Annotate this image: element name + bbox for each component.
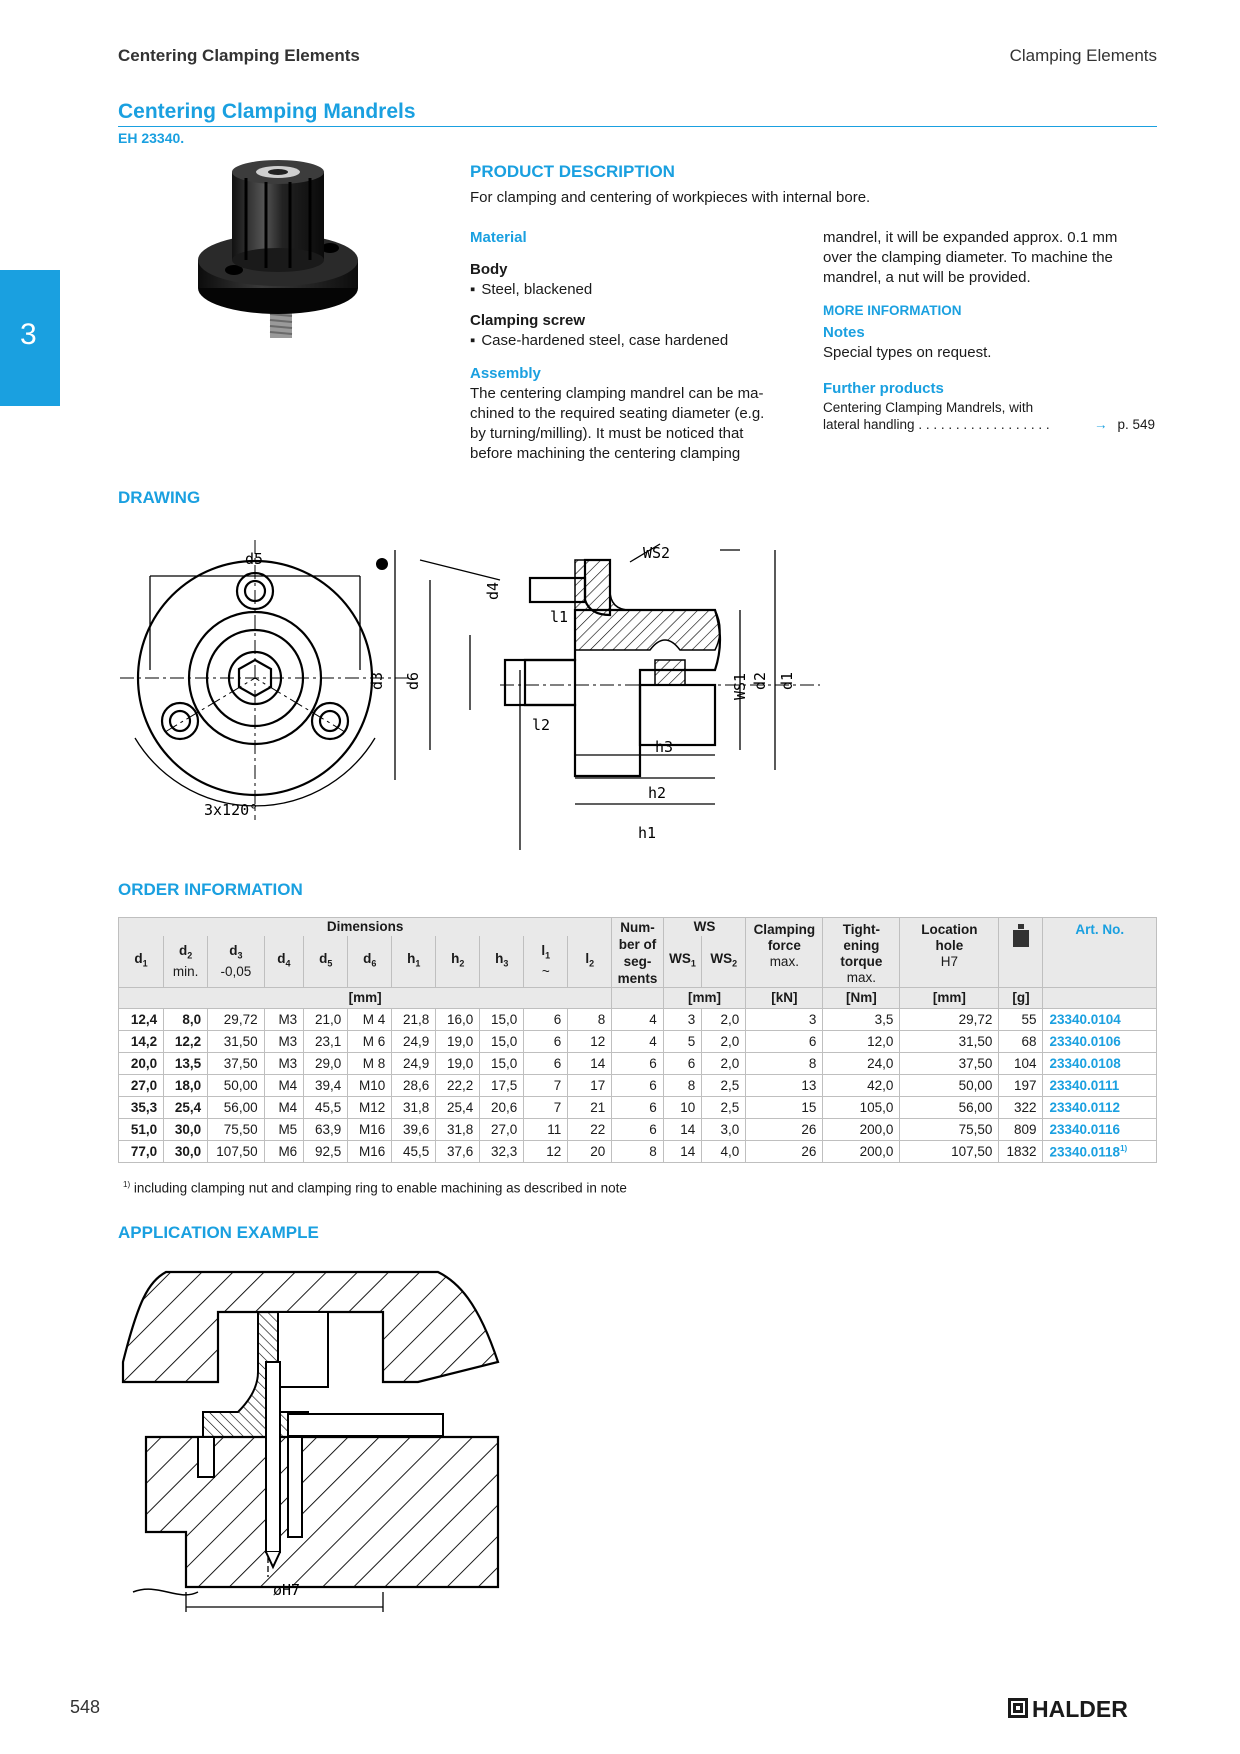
fit-label: øH7 bbox=[273, 1581, 301, 1599]
table-cell: 322 bbox=[999, 1097, 1043, 1119]
table-cell: 6 bbox=[524, 1031, 568, 1053]
unit-empty bbox=[612, 988, 663, 1009]
table-cell: 27,0 bbox=[119, 1075, 164, 1097]
table-cell: 45,5 bbox=[304, 1097, 348, 1119]
table-cell: M5 bbox=[264, 1119, 304, 1141]
unit-mm-dimensions: [mm] bbox=[119, 988, 612, 1009]
assembly-cont-line: mandrel, a nut will be provided. bbox=[823, 269, 1031, 286]
table-cell: 17 bbox=[568, 1075, 612, 1097]
table-cell: 6 bbox=[612, 1053, 663, 1075]
table-units-row bbox=[119, 988, 1157, 1009]
unit-kn: [kN] bbox=[746, 988, 823, 1009]
table-cell: 12,2 bbox=[164, 1031, 208, 1053]
label-ws1: WS1 bbox=[731, 672, 749, 700]
table-cell: M10 bbox=[348, 1075, 392, 1097]
label-d3: d3 bbox=[368, 671, 386, 690]
table-cell: 29,0 bbox=[304, 1053, 348, 1075]
weight-header bbox=[999, 918, 1043, 988]
table-cell: 26 bbox=[746, 1141, 823, 1163]
assembly-line: before machining the centering clamping bbox=[470, 445, 741, 462]
col-d6: $d_6$ bbox=[348, 936, 392, 988]
arrow-right-icon: → bbox=[1093, 417, 1108, 432]
table-cell: 8 bbox=[612, 1141, 663, 1163]
body-label: Body bbox=[470, 261, 508, 278]
table-cell: 4,0 bbox=[702, 1141, 746, 1163]
screw-label: Clamping screw bbox=[470, 312, 586, 329]
table-cell: 29,72 bbox=[208, 1009, 264, 1031]
label-l1: l1 bbox=[550, 608, 569, 626]
table-cell: 6 bbox=[746, 1031, 823, 1053]
table-cell[interactable]: 23340.0116 bbox=[1043, 1119, 1157, 1141]
table-cell: 3 bbox=[746, 1009, 823, 1031]
page-title: Centering Clamping Mandrels bbox=[118, 100, 416, 123]
table-cell: 32,3 bbox=[480, 1141, 524, 1163]
table-row bbox=[119, 1141, 1157, 1163]
col-l1: $l_1$ ~ bbox=[524, 936, 568, 988]
table-cell: M4 bbox=[264, 1075, 304, 1097]
table-cell: 20,0 bbox=[119, 1053, 164, 1075]
table-cell: M4 bbox=[264, 1097, 304, 1119]
table-cell: M16 bbox=[348, 1119, 392, 1141]
table-cell: 13 bbox=[746, 1075, 823, 1097]
table-cell: 200,0 bbox=[823, 1119, 900, 1141]
label-d2: d2 bbox=[751, 671, 769, 690]
table-cell: 5 bbox=[663, 1031, 702, 1053]
table-cell: 200,0 bbox=[823, 1141, 900, 1163]
description-right-column bbox=[823, 228, 1158, 433]
label-angle: 3x120° bbox=[204, 801, 259, 819]
table-cell: M3 bbox=[264, 1053, 304, 1075]
assembly-line: by turning/milling). It must be noticed that bbox=[470, 425, 744, 442]
table-footnote: $^{1)}$ including clamping nut and clamping ring to enable machining as described in note bbox=[123, 1180, 627, 1196]
ws-group-header: WS bbox=[663, 918, 746, 936]
table-row bbox=[119, 1009, 1157, 1031]
body-value: ▪ Steel, blackened bbox=[470, 280, 800, 300]
col-l2: $l_2$ bbox=[568, 936, 612, 988]
page-reference: p. 549 bbox=[1117, 417, 1155, 432]
header-category: Clamping Elements bbox=[1009, 46, 1157, 65]
table-cell: 30,0 bbox=[164, 1119, 208, 1141]
table-cell: 56,00 bbox=[900, 1097, 999, 1119]
table-cell: 12,4 bbox=[119, 1009, 164, 1031]
table-cell: 15,0 bbox=[480, 1053, 524, 1075]
table-cell: M 8 bbox=[348, 1053, 392, 1075]
table-cell: 12 bbox=[568, 1031, 612, 1053]
table-cell: 75,50 bbox=[208, 1119, 264, 1141]
table-cell: 28,6 bbox=[392, 1075, 436, 1097]
table-cell: 19,0 bbox=[436, 1031, 480, 1053]
table-row bbox=[119, 1097, 1157, 1119]
clamping-max: max. bbox=[769, 954, 799, 969]
halder-logo-icon bbox=[1008, 1695, 1158, 1721]
assembly-cont-line: mandrel, it will be expanded approx. 0.1 mm bbox=[823, 229, 1118, 246]
table-cell: 31,8 bbox=[436, 1119, 480, 1141]
col-h1: $h_1$ bbox=[392, 936, 436, 988]
table-cell: M6 bbox=[264, 1141, 304, 1163]
col-d2: $d_2$ min. bbox=[164, 936, 208, 988]
table-cell: 13,5 bbox=[164, 1053, 208, 1075]
clamping-label: Clamping bbox=[753, 922, 816, 937]
product-code: EH 23340. bbox=[118, 130, 185, 146]
col-h2: $h_2$ bbox=[436, 936, 480, 988]
table-cell: 30,0 bbox=[164, 1141, 208, 1163]
table-cell: 12 bbox=[524, 1141, 568, 1163]
table-cell: M3 bbox=[264, 1009, 304, 1031]
assembly-heading: Assembly bbox=[470, 365, 541, 382]
table-cell: 12,0 bbox=[823, 1031, 900, 1053]
table-cell: 31,8 bbox=[392, 1097, 436, 1119]
torque-sub: ening bbox=[843, 938, 880, 953]
col-d3: $d_3$ -0,05 bbox=[208, 936, 264, 988]
label-d1: d1 bbox=[778, 671, 796, 690]
table-cell: 23,1 bbox=[304, 1031, 348, 1053]
table-cell: 6 bbox=[524, 1009, 568, 1031]
unit-mm-location: [mm] bbox=[900, 988, 999, 1009]
further-product-link[interactable] bbox=[823, 416, 1158, 433]
application-heading: APPLICATION EXAMPLE bbox=[118, 1223, 319, 1242]
table-cell: 20,6 bbox=[480, 1097, 524, 1119]
table-cell: 75,50 bbox=[900, 1119, 999, 1141]
table-cell: 14 bbox=[663, 1119, 702, 1141]
table-cell[interactable]: 23340.0112 bbox=[1043, 1097, 1157, 1119]
further-product-name: lateral handling bbox=[823, 417, 915, 432]
brand-logo bbox=[1008, 1695, 1158, 1721]
further-products-heading: Further products bbox=[823, 380, 944, 397]
table-cell: M 4 bbox=[348, 1009, 392, 1031]
torque-max: max. bbox=[846, 970, 876, 985]
table-cell: 6 bbox=[524, 1053, 568, 1075]
label-ws2: WS2 bbox=[643, 544, 671, 562]
col-d4: $d_4$ bbox=[264, 936, 304, 988]
table-cell: 35,3 bbox=[119, 1097, 164, 1119]
dimensions-group-header: Dimensions bbox=[119, 918, 612, 936]
table-cell: M3 bbox=[264, 1031, 304, 1053]
table-row bbox=[119, 1053, 1157, 1075]
notes-text: Special types on request. bbox=[823, 344, 992, 361]
table-cell: 21 bbox=[568, 1097, 612, 1119]
table-cell: 24,9 bbox=[392, 1053, 436, 1075]
unit-g: [g] bbox=[999, 988, 1043, 1009]
table-cell: 20 bbox=[568, 1141, 612, 1163]
table-cell: 3 bbox=[663, 1009, 702, 1031]
table-cell: 14 bbox=[663, 1141, 702, 1163]
table-cell: 6 bbox=[663, 1053, 702, 1075]
weight-icon bbox=[1012, 924, 1030, 948]
table-cell: 25,4 bbox=[436, 1097, 480, 1119]
table-cell: 17,5 bbox=[480, 1075, 524, 1097]
table-cell: 14 bbox=[568, 1053, 612, 1075]
table-cell: 18,0 bbox=[164, 1075, 208, 1097]
table-cell: 92,5 bbox=[304, 1141, 348, 1163]
table-cell: 6 bbox=[612, 1097, 663, 1119]
table-cell: 2,5 bbox=[702, 1075, 746, 1097]
table-cell: 21,8 bbox=[392, 1009, 436, 1031]
table-cell: 105,0 bbox=[823, 1097, 900, 1119]
table-cell[interactable]: 23340.0118$^{1)}$ bbox=[1043, 1141, 1157, 1163]
table-cell: 31,50 bbox=[208, 1031, 264, 1053]
table-cell: 68 bbox=[999, 1031, 1043, 1053]
assembly-cont-line: over the clamping diameter. To machine the bbox=[823, 249, 1113, 266]
table-cell: 4 bbox=[612, 1009, 663, 1031]
table-cell: 25,4 bbox=[164, 1097, 208, 1119]
art-no-header: Art. No. bbox=[1043, 918, 1157, 988]
table-cell: 22 bbox=[568, 1119, 612, 1141]
unit-art-empty bbox=[1043, 988, 1157, 1009]
title-divider bbox=[118, 126, 1157, 127]
label-d6: d6 bbox=[404, 671, 422, 690]
table-cell: 10 bbox=[663, 1097, 702, 1119]
table-cell: 77,0 bbox=[119, 1141, 164, 1163]
torque-label: Tight- bbox=[842, 922, 880, 937]
table-cell: 6 bbox=[612, 1119, 663, 1141]
label-d4: d4 bbox=[484, 581, 502, 600]
order-table bbox=[118, 917, 1157, 1163]
table-cell: 39,6 bbox=[392, 1119, 436, 1141]
application-drawing bbox=[118, 1262, 518, 1652]
table-cell: 3,5 bbox=[823, 1009, 900, 1031]
label-d5: d5 bbox=[245, 550, 264, 568]
table-cell: 55 bbox=[999, 1009, 1043, 1031]
table-cell: 29,72 bbox=[900, 1009, 999, 1031]
table-cell: 2,0 bbox=[702, 1053, 746, 1075]
table-cell: 14,2 bbox=[119, 1031, 164, 1053]
table-cell[interactable]: 23340.0108 bbox=[1043, 1053, 1157, 1075]
table-cell: 8,0 bbox=[164, 1009, 208, 1031]
table-cell: 7 bbox=[524, 1097, 568, 1119]
location-sub: hole bbox=[935, 938, 964, 953]
table-cell: 11 bbox=[524, 1119, 568, 1141]
table-cell: 3,0 bbox=[702, 1119, 746, 1141]
table-cell: 197 bbox=[999, 1075, 1043, 1097]
footnote-marker: 1) bbox=[1120, 1143, 1128, 1153]
more-info-heading: MORE INFORMATION bbox=[823, 303, 962, 318]
page-number: 548 bbox=[70, 1697, 101, 1717]
table-row bbox=[119, 1075, 1157, 1097]
table-cell: 39,4 bbox=[304, 1075, 348, 1097]
order-heading: ORDER INFORMATION bbox=[118, 880, 303, 899]
table-cell: 6 bbox=[612, 1075, 663, 1097]
leader-dots: . . . . . . . . . . . . . . . . . . bbox=[914, 417, 1050, 432]
torque-sub2: torque bbox=[840, 954, 883, 969]
table-cell[interactable]: 23340.0104 bbox=[1043, 1009, 1157, 1031]
table-cell: M16 bbox=[348, 1141, 392, 1163]
product-photo bbox=[190, 160, 390, 350]
assembly-line: chined to the required seating diameter (e.g. bbox=[470, 405, 765, 422]
chapter-number: 3 bbox=[20, 318, 37, 351]
unit-mm-ws: [mm] bbox=[663, 988, 746, 1009]
notes-heading: Notes bbox=[823, 324, 865, 341]
brand-name: HALDER bbox=[1032, 1696, 1128, 1721]
col-ws2: $WS_2$ bbox=[702, 936, 746, 988]
table-cell[interactable]: 23340.0106 bbox=[1043, 1031, 1157, 1053]
table-cell: 63,9 bbox=[304, 1119, 348, 1141]
torque-header bbox=[823, 918, 900, 988]
drawing-heading: DRAWING bbox=[118, 488, 201, 507]
table-cell: 809 bbox=[999, 1119, 1043, 1141]
table-cell: 56,00 bbox=[208, 1097, 264, 1119]
table-cell: 24,0 bbox=[823, 1053, 900, 1075]
table-row bbox=[119, 1031, 1157, 1053]
table-cell: 8 bbox=[746, 1053, 823, 1075]
table-cell: 15,0 bbox=[480, 1009, 524, 1031]
chapter-tab bbox=[0, 270, 60, 406]
label-l2: l2 bbox=[532, 716, 551, 734]
location-label: Location bbox=[921, 922, 978, 937]
table-cell: M 6 bbox=[348, 1031, 392, 1053]
table-cell: 42,0 bbox=[823, 1075, 900, 1097]
material-heading: Material bbox=[470, 229, 527, 246]
location-hole-header bbox=[900, 918, 999, 988]
table-cell: 16,0 bbox=[436, 1009, 480, 1031]
table-cell: 37,50 bbox=[900, 1053, 999, 1075]
table-cell: 31,50 bbox=[900, 1031, 999, 1053]
table-cell: 15,0 bbox=[480, 1031, 524, 1053]
col-d5: $d_5$ bbox=[304, 936, 348, 988]
table-cell: 37,50 bbox=[208, 1053, 264, 1075]
clamping-force-header bbox=[746, 918, 823, 988]
screw-value: ▪ Case-hardened steel, case hardened bbox=[470, 331, 800, 351]
table-cell: 2,0 bbox=[702, 1031, 746, 1053]
table-cell: 50,00 bbox=[900, 1075, 999, 1097]
description-left-column bbox=[470, 228, 800, 464]
table-cell: 2,5 bbox=[702, 1097, 746, 1119]
clamping-sub: force bbox=[767, 938, 801, 953]
table-cell: 15 bbox=[746, 1097, 823, 1119]
table-cell: 37,6 bbox=[436, 1141, 480, 1163]
table-cell: 50,00 bbox=[208, 1075, 264, 1097]
product-description-heading: PRODUCT DESCRIPTION bbox=[470, 162, 675, 181]
table-cell: 8 bbox=[568, 1009, 612, 1031]
label-h2: h2 bbox=[648, 784, 667, 802]
table-cell: 26 bbox=[746, 1119, 823, 1141]
table-cell: 22,2 bbox=[436, 1075, 480, 1097]
location-fit: H7 bbox=[940, 954, 959, 969]
table-row bbox=[119, 1119, 1157, 1141]
table-cell: 45,5 bbox=[392, 1141, 436, 1163]
header-section-title: Centering Clamping Elements bbox=[118, 46, 360, 65]
table-cell: M12 bbox=[348, 1097, 392, 1119]
label-h3: h3 bbox=[655, 738, 674, 756]
segments-header: Num- ber of seg- ments bbox=[612, 918, 663, 988]
product-intro: For clamping and centering of workpieces with internal bore. bbox=[470, 189, 871, 206]
table-cell: 24,9 bbox=[392, 1031, 436, 1053]
table-cell[interactable]: 23340.0111 bbox=[1043, 1075, 1157, 1097]
table-cell: 21,0 bbox=[304, 1009, 348, 1031]
col-d1: $d_1$ bbox=[119, 936, 164, 988]
unit-nm: [Nm] bbox=[823, 988, 900, 1009]
table-cell: 27,0 bbox=[480, 1119, 524, 1141]
col-ws1: $WS_1$ bbox=[663, 936, 702, 988]
further-product-line: Centering Clamping Mandrels, with bbox=[823, 400, 1034, 415]
table-cell: 1832 bbox=[999, 1141, 1043, 1163]
table-cell: 107,50 bbox=[900, 1141, 999, 1163]
table-cell: 7 bbox=[524, 1075, 568, 1097]
table-cell: 107,50 bbox=[208, 1141, 264, 1163]
label-h1: h1 bbox=[638, 824, 657, 842]
table-cell: 51,0 bbox=[119, 1119, 164, 1141]
projection-symbol-icon bbox=[376, 558, 388, 570]
technical-drawing bbox=[120, 520, 840, 860]
table-cell: 104 bbox=[999, 1053, 1043, 1075]
table-cell: 2,0 bbox=[702, 1009, 746, 1031]
table-cell: 4 bbox=[612, 1031, 663, 1053]
col-h3: $h_3$ bbox=[480, 936, 524, 988]
table-header-row bbox=[119, 918, 1157, 936]
table-cell: 19,0 bbox=[436, 1053, 480, 1075]
table-cell: 8 bbox=[663, 1075, 702, 1097]
assembly-line: The centering clamping mandrel can be ma- bbox=[470, 385, 764, 402]
